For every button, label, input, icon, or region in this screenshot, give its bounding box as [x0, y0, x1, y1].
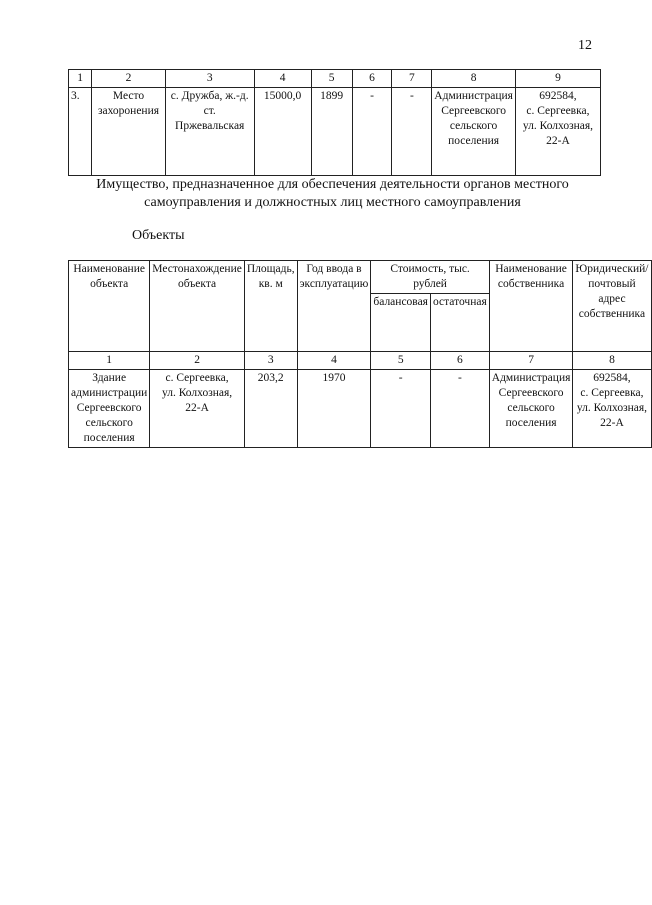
header-cost: Стоимость, тыс. рублей — [371, 261, 489, 294]
object-year: 1970 — [297, 370, 371, 448]
cost-balance: - — [371, 370, 431, 448]
cost-residual: - — [392, 88, 432, 176]
cost-residual: - — [430, 370, 489, 448]
object-area: 203,2 — [244, 370, 297, 448]
col-number: 5 — [371, 352, 431, 370]
header-year: Год ввода в эксплуатацию — [297, 261, 371, 352]
object-location: с. Сергеевка, ул. Колхозная, 22-А — [150, 370, 245, 448]
owner-address: 692584, с. Сергеевка, ул. Колхозная, 22-А — [573, 370, 651, 448]
col-number: 8 — [573, 352, 651, 370]
owner-name: Администрация Сергеевского сельского поселения — [432, 88, 516, 176]
object-area: 15000,0 — [254, 88, 311, 176]
column-number-row — [69, 70, 601, 88]
objects-label: Объекты — [132, 228, 185, 243]
col-number: 6 — [430, 352, 489, 370]
col-number: 4 — [297, 352, 371, 370]
cost-balance: - — [352, 88, 392, 176]
header-row — [69, 261, 652, 294]
col-number: 2 — [92, 70, 165, 88]
object-year: 1899 — [311, 88, 352, 176]
header-owner: Наименование собственника — [489, 261, 573, 352]
section-heading: Имущество, предназначенное для обеспечения деятельности органов местного самоуправления и должностных лиц местного самоуправления — [96, 177, 569, 210]
table-row — [69, 88, 601, 176]
owner-name: Администрация Сергеевского сельского поселения — [489, 370, 573, 448]
object-location: с. Дружба, ж.-д. ст. Пржевальская — [165, 88, 254, 176]
col-number: 3 — [244, 352, 297, 370]
header-owner-address: Юридический/ почтовый адрес собственника — [573, 261, 651, 352]
header-cost-residual: остаточная — [430, 294, 489, 352]
col-number: 5 — [311, 70, 352, 88]
column-number-row — [69, 352, 652, 370]
header-cost-balance: балансовая — [371, 294, 431, 352]
object-name: Здание администрации Сергеевского сельского поселения — [69, 370, 150, 448]
page-number: 12 — [578, 38, 592, 53]
col-number: 1 — [69, 352, 150, 370]
row-index: 3. — [69, 88, 92, 176]
header-area: Площадь, кв. м — [244, 261, 297, 352]
object-name: Место захоронения — [92, 88, 165, 176]
owner-address: 692584, с. Сергеевка, ул. Колхозная, 22-А — [515, 88, 600, 176]
col-number: 9 — [515, 70, 600, 88]
col-number: 1 — [69, 70, 92, 88]
header-location: Местонахождение объекта — [150, 261, 245, 352]
col-number: 3 — [165, 70, 254, 88]
col-number: 2 — [150, 352, 245, 370]
col-number: 7 — [489, 352, 573, 370]
objects-table — [68, 260, 652, 448]
col-number: 7 — [392, 70, 432, 88]
col-number: 8 — [432, 70, 516, 88]
header-name: Наименование объекта — [69, 261, 150, 352]
col-number: 6 — [352, 70, 392, 88]
property-table-continued — [68, 69, 601, 176]
table-row — [69, 370, 652, 448]
col-number: 4 — [254, 70, 311, 88]
